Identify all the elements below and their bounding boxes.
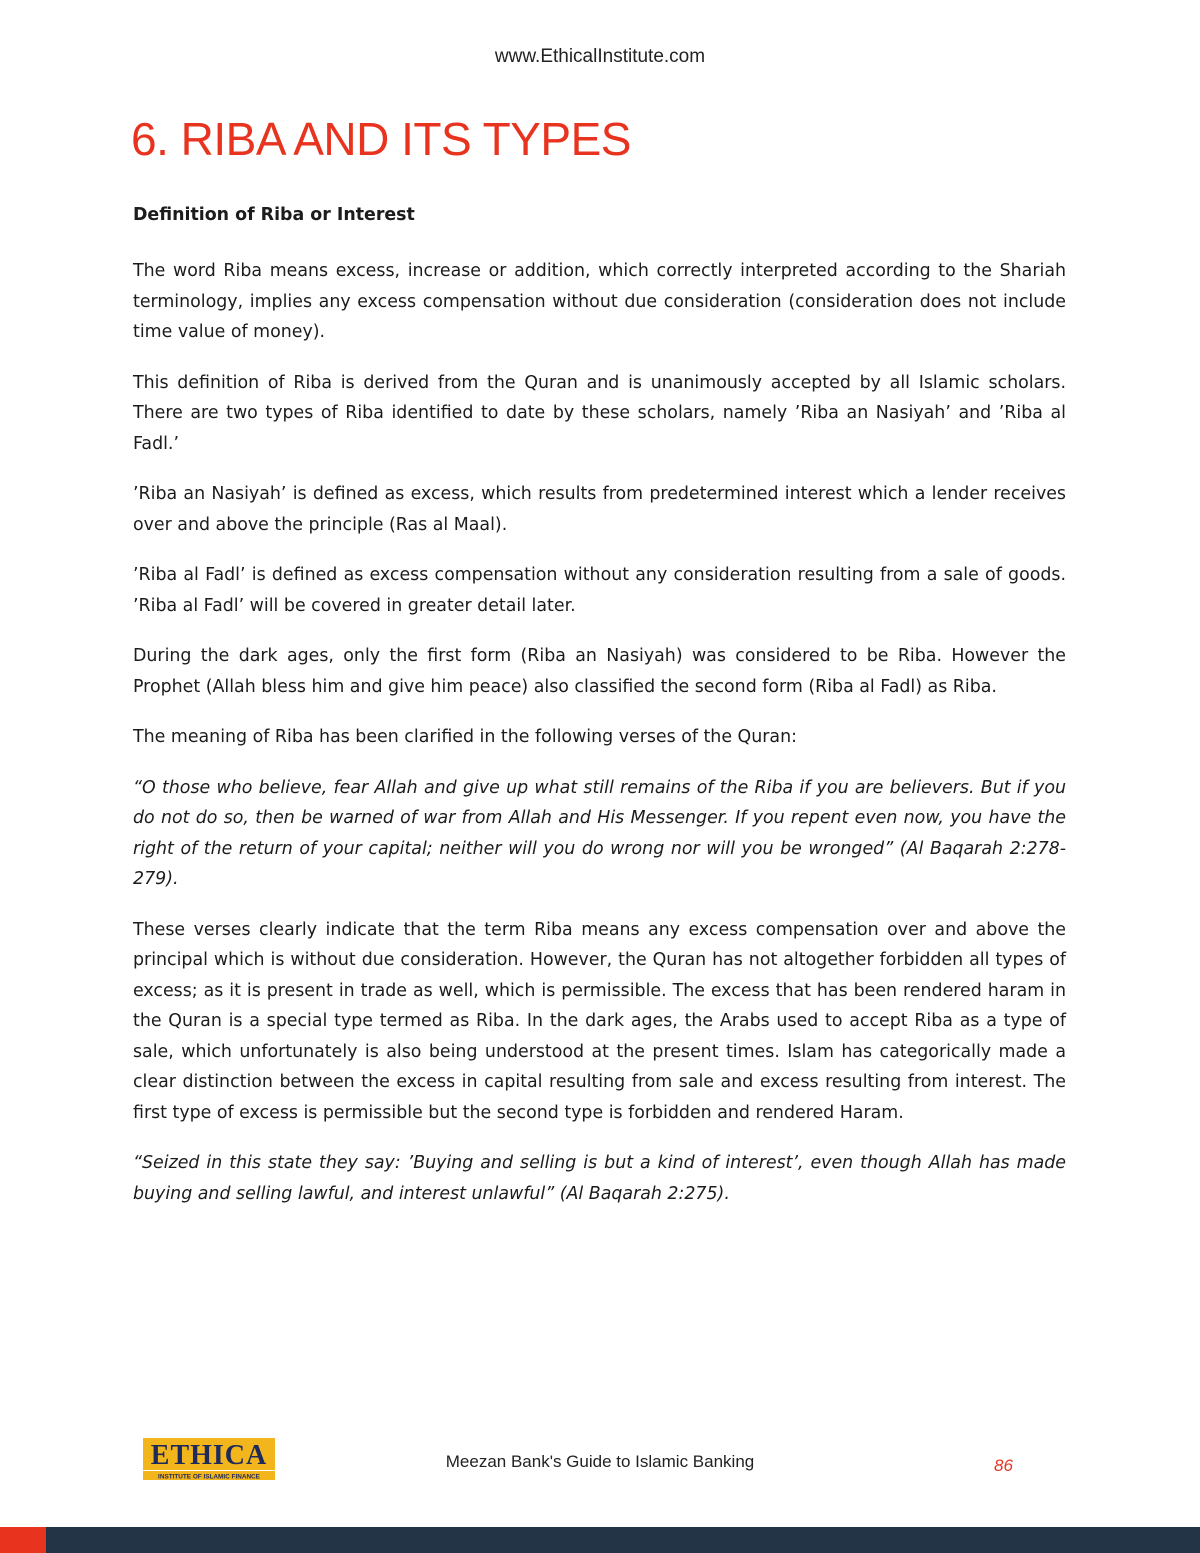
- paragraph-verses-intro: The meaning of Riba has been clarified in the following verses of the Quran:: [133, 727, 797, 747]
- main-content: [133, 200, 1066, 1229]
- paragraph-explanation: These verses clearly indicate that the term Riba means any excess compensation over and above the principal which is without due consideration. However, the Quran has not altogether forbidden all types of excess; as it is present in trade as well, which is permissible. The excess that has been rendered haram in the Quran is a special type termed as Riba. In the dark ages, the Arabs used to accept Riba as a type of sale, which unfortunately is also being understood at the present times. Islam has categorically made a clear distinction between the excess in capital resulting from sale and excess resulting from interest. The first type of excess is permissible but the second type is forbidden and rendered Haram.: [133, 919, 1066, 1123]
- paragraph-riba-an-nasiyah: ’Riba an Nasiyah’ is defined as excess, which results from predetermined interest which a lender receives over and above the principle (Ras al Maal).: [133, 484, 1066, 535]
- footer-title: Meezan Bank's Guide to Islamic Banking: [445, 1452, 755, 1471]
- paragraph-definition: The word Riba means excess, increase or addition, which correctly interpreted according to the Shariah terminology, implies any excess compensation without due consideration (consideration does not include time value of money).: [133, 261, 1066, 342]
- paragraph-dark-ages: During the dark ages, only the first form (Riba an Nasiyah) was considered to be Riba. However the Prophet (Allah bless him and give him peace) also classified the second form (Riba al Fadl) as Riba.: [133, 646, 1066, 697]
- chapter-title: 6. RIBA AND ITS TYPES: [131, 113, 631, 165]
- section-heading: Definition of Riba or Interest: [133, 205, 415, 225]
- quote-baqarah-275: “Seized in this state they say: ’Buying and selling is but a kind of interest’, even though Allah has made buying and selling lawful, and interest unlawful” (Al Baqarah 2:275).: [133, 1153, 1066, 1204]
- page-number: 86: [994, 1456, 1013, 1475]
- quote-baqarah-278: “O those who believe, fear Allah and give up what still remains of the Riba if you are believers. But if you do not do so, then be warned of war from Allah and His Messenger. If you repent even now, you have the right of the return of your capital; neither will you do wrong nor will you be wronged” (Al Baqarah 2:278-279).: [133, 777, 1066, 889]
- site-url[interactable]: www.EthicalInstitute.com: [494, 46, 706, 67]
- logo-subtext: INSTITUTE OF ISLAMIC FINANCE: [158, 1473, 260, 1480]
- bottom-bar-accent: [0, 1527, 46, 1553]
- paragraph-riba-al-fadl: ’Riba al Fadl’ is defined as excess compensation without any consideration resulting from a sale of goods. ’Riba al Fadl’ will be covered in greater detail later.: [133, 565, 1066, 616]
- bottom-bar: [0, 1527, 1200, 1553]
- paragraph-derivation: This definition of Riba is derived from the Quran and is unanimously accepted by all Islamic scholars. There are two types of Riba identified to date by these scholars, namely ’Riba an Nasiyah’ and ’Riba al Fadl.’: [133, 372, 1066, 454]
- logo-text: ETHICA: [150, 1440, 268, 1471]
